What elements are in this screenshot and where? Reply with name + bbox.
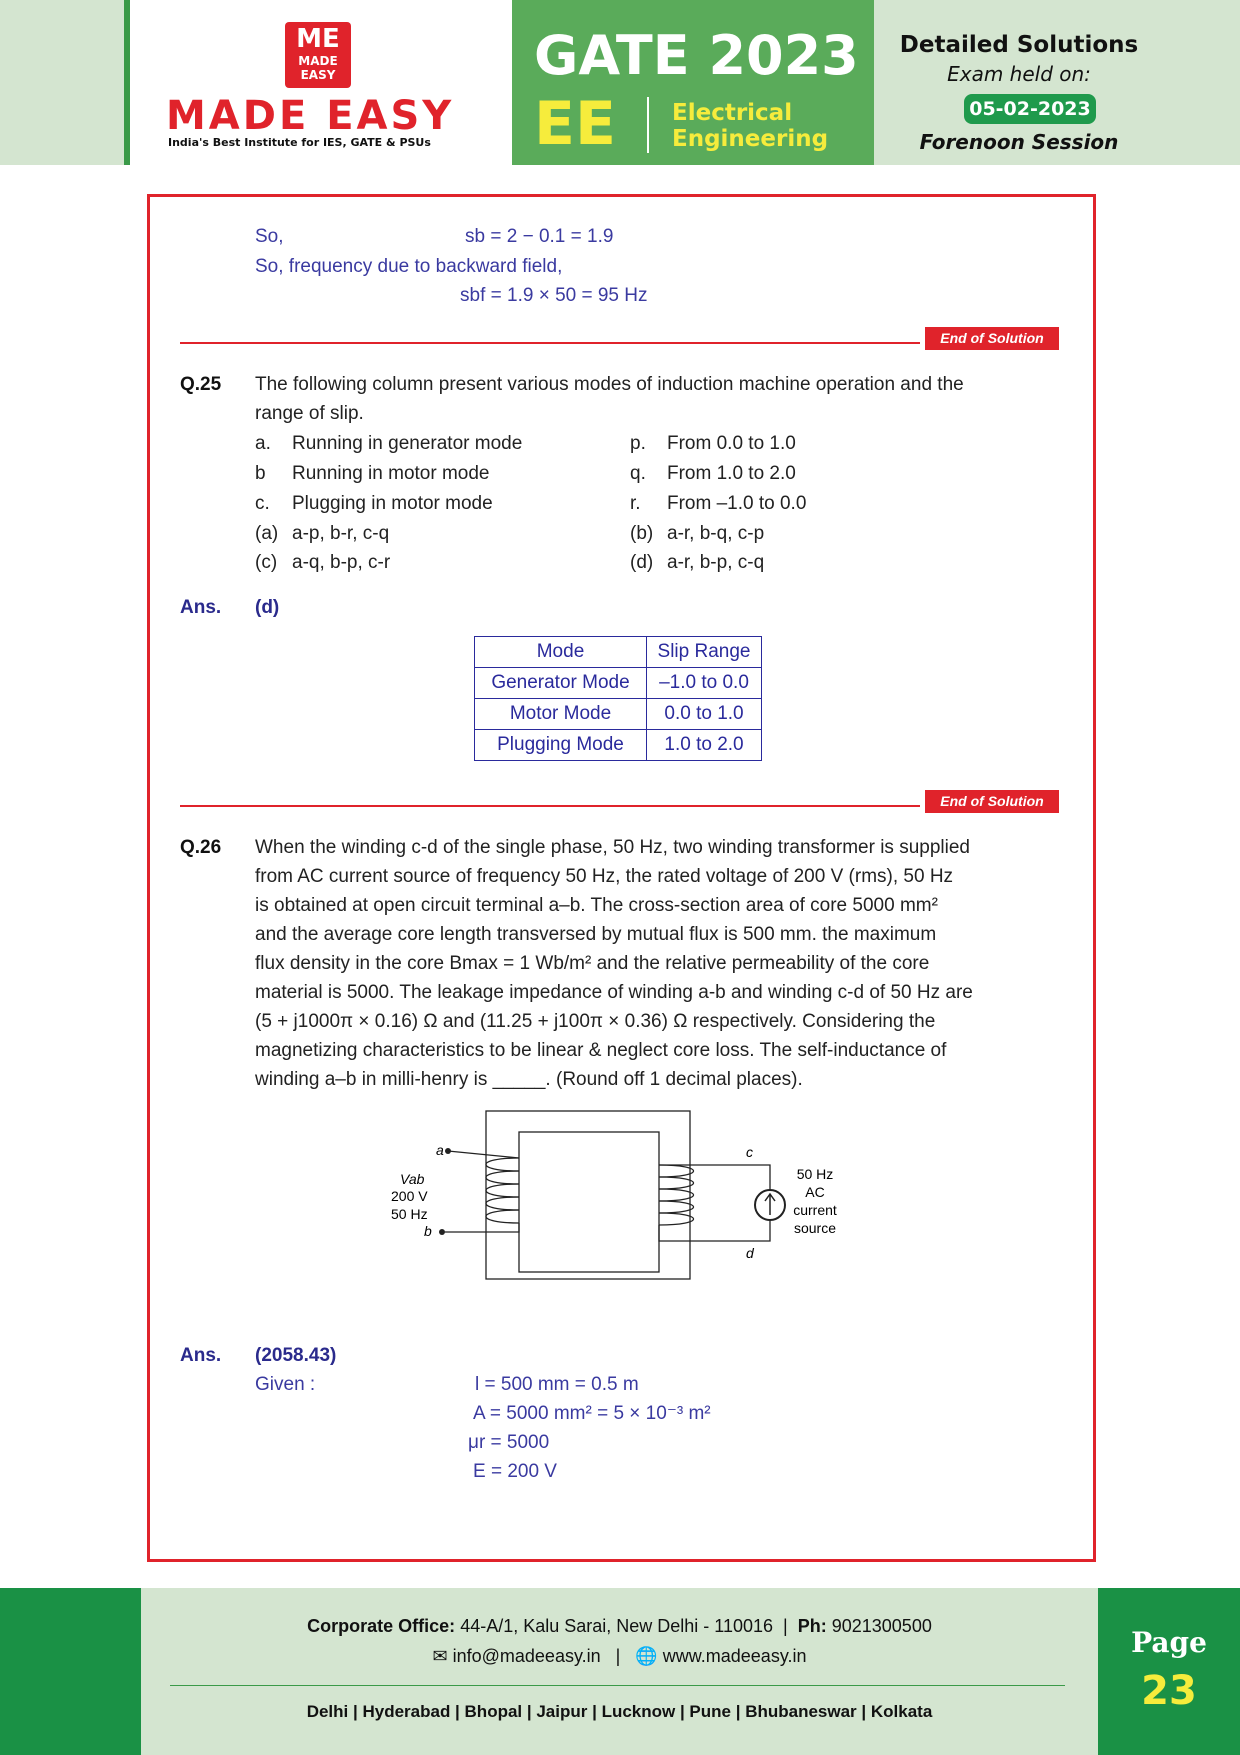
exam-title: GATE 2023 [534,24,859,87]
option-text: a-r, b-q, c-p [667,523,765,544]
label-200v: 200 V [391,1188,428,1204]
table-cell: Plugging Mode [475,730,647,761]
transformer-diagram [380,1105,860,1285]
match-left-item: Running in motor mode [292,463,490,484]
corporate-office-line: Corporate Office: 44-A/1, Kalu Sarai, New Delhi - 110016 | Ph: 9021300500 [307,1616,932,1636]
header-left-band [0,0,124,165]
match-right-item: From –1.0 to 0.0 [667,493,807,514]
brand-logo [130,0,512,165]
globe-icon: 🌐 [635,1646,658,1666]
exam-info [874,0,1240,165]
question-number: Q.26 [180,837,222,858]
answer-value: (2058.43) [255,1345,337,1366]
question-text-line: is obtained at open circuit terminal a–b. The cross-section area of core 5000 mm² [255,895,938,916]
given-label: Given : [255,1374,316,1395]
page-badge [1098,1588,1240,1755]
option-text: a-q, b-p, c-r [292,552,391,573]
match-right-key: r. [630,493,641,514]
table-cell: 1.0 to 2.0 [647,730,762,761]
question-text-line: (5 + j1000π × 0.16) Ω and (11.25 + j100π × 0.36) Ω respectively. Considering the [255,1011,936,1032]
city-list: Delhi | Hyderabad | Bhopal | Jaipur | Lucknow | Pune | Bhubaneswar | Kolkata [306,1702,933,1721]
table-cell: 0.0 to 1.0 [647,699,762,730]
mail-icon: ✉ [432,1646,448,1666]
email-link[interactable]: info@madeeasy.in [452,1646,601,1666]
answer-label: Ans. [180,597,222,618]
match-left-key: b [255,463,266,484]
question-text-line: The following column present various modes of induction machine operation and the [255,374,964,395]
logo-tagline: India's Best Institute for IES, GATE & PSUs [168,136,431,149]
page-number: 23 [1141,1668,1197,1714]
option-key: (b) [630,523,654,544]
source-label-line: current [793,1202,837,1218]
end-of-solution-badge: End of Solution [925,790,1059,813]
given-line: E = 200 V [473,1461,557,1482]
terminal-b [439,1229,445,1235]
terminal-a [445,1148,451,1154]
table-row [475,730,762,761]
table-header-cell: Slip Range [647,637,762,668]
footer-left-band [0,1588,141,1755]
table-cell: Generator Mode [475,668,647,699]
exam-date-badge: 05-02-2023 [964,94,1096,124]
question-text-line: and the average core length transversed by mutual flux is 500 mm. the maximum [255,924,937,945]
solution-divider [180,342,920,344]
primary-winding [445,1151,519,1232]
table-row [475,699,762,730]
so-label: So, [255,226,284,247]
match-left-key: c. [255,493,270,514]
source-label-line: 50 Hz [796,1166,834,1182]
match-right-item: From 1.0 to 2.0 [667,463,796,484]
source-label-line: source [793,1220,837,1236]
logo-name: MADE EASY [166,93,455,139]
arrow-up-icon [765,1194,775,1215]
corp-label: Corporate Office: [307,1616,456,1636]
slip-equation: sb = 2 − 0.1 = 1.9 [465,226,614,247]
question-text-line: magnetizing characteristics to be linear & neglect core loss. The self-inductance of [255,1040,947,1061]
option-text: a-r, b-p, c-q [667,552,765,573]
question-text [255,370,1060,428]
logo-mark-bottom: MADE EASY [298,54,338,82]
question-text-line: material is 5000. The leakage impedance of winding a-b and winding c-d of 50 Hz are [255,982,973,1003]
footer [0,1588,1240,1755]
phone-label: Ph: [797,1616,827,1636]
table-header-row [475,637,762,668]
branch-divider [647,97,649,153]
slip-range-table [474,636,762,761]
question-text-line: flux density in the core Bmax = 1 Wb/m² and the relative permeability of the core [255,953,930,974]
question-text-line: winding a–b in milli-henry is _____. (Round off 1 decimal places). [255,1069,803,1090]
secondary-winding [659,1165,770,1241]
label-c: c [746,1144,753,1160]
branch-line1: Electrical [672,100,793,126]
website-link[interactable]: www.madeeasy.in [662,1646,807,1666]
match-left-key: a. [255,433,271,454]
corp-address: 44-A/1, Kalu Sarai, New Delhi - 110016 [460,1616,774,1636]
given-line: l = 500 mm = 0.5 m [475,1374,639,1395]
match-right-item: From 0.0 to 1.0 [667,433,796,454]
footer-divider [170,1685,1065,1686]
exam-banner [512,0,874,165]
question-text-line: When the winding c-d of the single phase, 50 Hz, two winding transformer is supplied [255,837,970,858]
match-left-item: Plugging in motor mode [292,493,493,514]
answer-label: Ans. [180,1345,222,1366]
match-right-key: q. [630,463,646,484]
label-50hz: 50 Hz [391,1206,428,1222]
logo-mark-top: ME [296,24,340,54]
option-text: a-p, b-r, c-q [292,523,390,544]
label-b: b [424,1223,432,1239]
branch-name [672,100,828,152]
logo-mark-icon [285,22,351,88]
table-row [475,668,762,699]
session-label: Forenoon Session [919,130,1119,154]
branch-code: EE [534,89,616,159]
table-header-cell: Mode [475,637,647,668]
core-window [519,1132,659,1272]
label-vab: Vab [400,1171,425,1187]
question-text-line: range of slip. [255,403,364,424]
backward-field-line: So, frequency due to backward field, [255,256,563,277]
branch-line2: Engineering [672,126,829,152]
detailed-solutions-title: Detailed Solutions [899,32,1139,58]
page-label: Page [1131,1626,1207,1659]
match-left-item: Running in generator mode [292,433,523,454]
phone-number: 9021300500 [831,1616,932,1636]
contact-line: ✉ info@madeeasy.in | 🌐 www.madeeasy.in [432,1646,807,1666]
option-key: (c) [255,552,278,573]
given-line: A = 5000 mm² = 5 × 10⁻³ m² [473,1403,711,1424]
held-on-label: Exam held on: [947,62,1091,86]
end-of-solution-badge: End of Solution [925,327,1059,350]
label-a: a [436,1142,444,1158]
question-text-line: from AC current source of frequency 50 Hz, the rated voltage of 200 V (rms), 50 Hz [255,866,954,887]
answer-value: (d) [255,597,280,618]
match-right-key: p. [630,433,646,454]
frequency-equation: sbf = 1.9 × 50 = 95 Hz [460,285,648,306]
table-cell: Motor Mode [475,699,647,730]
given-line: μr = 5000 [468,1432,550,1453]
source-label-line: AC [805,1184,825,1200]
option-key: (a) [255,523,279,544]
question-number: Q.25 [180,374,222,395]
question-text [255,833,1060,1094]
table-cell: –1.0 to 0.0 [647,668,762,699]
solution-divider [180,805,920,807]
label-d: d [746,1245,754,1261]
option-key: (d) [630,552,654,573]
